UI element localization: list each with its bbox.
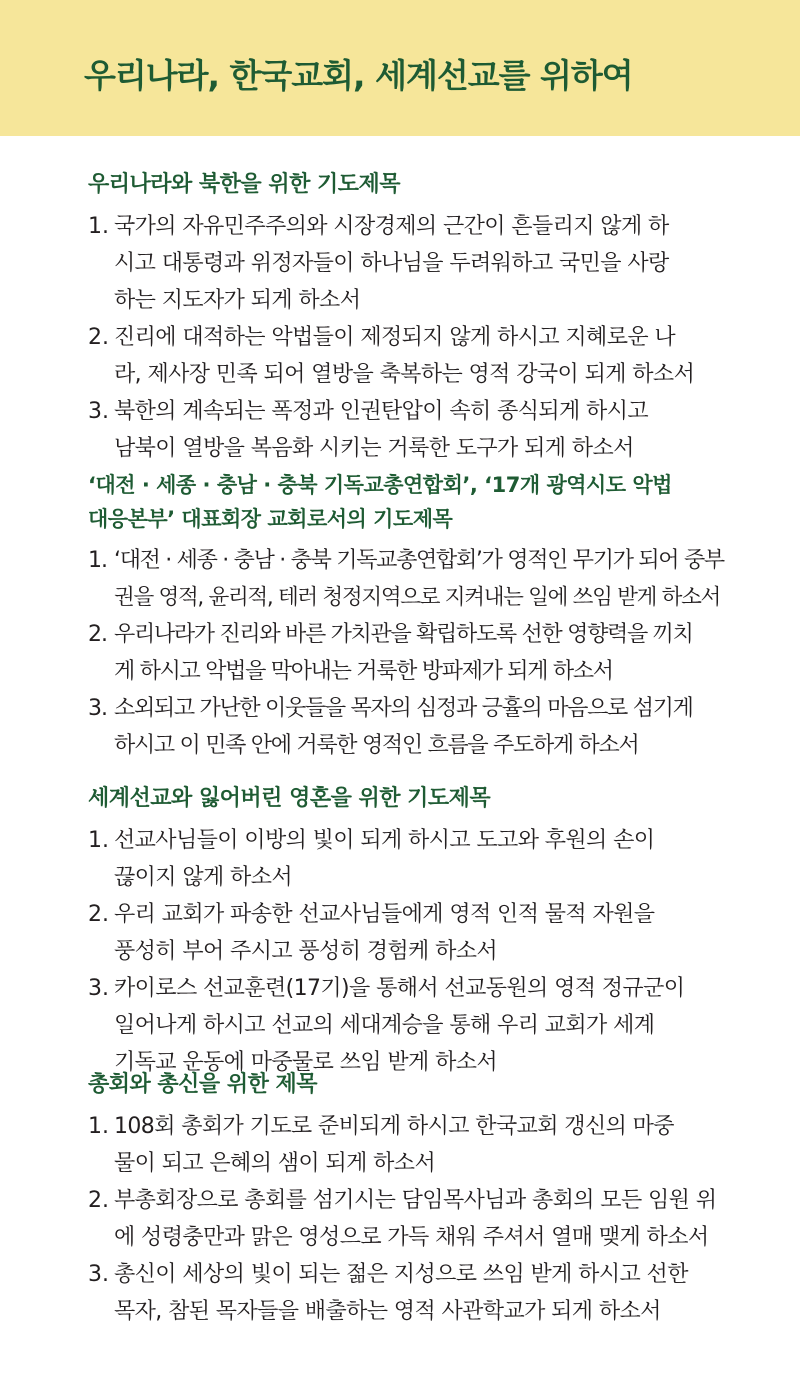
prayer-item: 3. 소외되고 가난한 이웃들을 목자의 심정과 긍휼의 마음으로 섬기게 하시고 이 민족 안에 거룩한 영적인 흐름을 주도하게 하소서 bbox=[88, 690, 728, 764]
section-world-mission bbox=[88, 782, 728, 1081]
item-number: 3. bbox=[88, 976, 109, 1001]
section-title: 세계선교와 잃어버린 영혼을 위한 기도제목 bbox=[88, 786, 491, 811]
section-title: ‘대전 · 세종 · 충남 · 충북 기독교총연합회’, ‘17개 광역시도 악법 대응본부’ 대표회장 교회로서의 기도제목 bbox=[88, 473, 672, 531]
prayer-item: 2. 우리 교회가 파송한 선교사님들에게 영적 인적 물적 자원을 풍성히 부어 주시고 풍성히 경험케 하소서 bbox=[88, 896, 728, 970]
section-title: 총회와 총신을 위한 제목 bbox=[88, 1072, 317, 1097]
prayer-item: 1. 선교사님들이 이방의 빛이 되게 하시고 도고와 후원의 손이 끊이지 않게 하소서 bbox=[88, 822, 728, 896]
section-general-assembly bbox=[88, 1068, 728, 1330]
prayer-item: 3. 북한의 계속되는 폭정과 인권탄압이 속히 종식되게 하시고 남북이 열방을 복음화 시키는 거룩한 도구가 되게 하소서 bbox=[88, 393, 728, 467]
prayer-list bbox=[88, 542, 728, 764]
prayer-list bbox=[88, 208, 728, 467]
prayer-item: 2. 진리에 대적하는 악법들이 제정되지 않게 하시고 지혜로운 나 라, 제사장 민족 되어 열방을 축복하는 영적 강국이 되게 하소서 bbox=[88, 319, 728, 393]
prayer-item: 1. ‘대전 · 세종 · 충남 · 충북 기독교총연합회’가 영적인 무기가 되어 중부 권을 영적, 윤리적, 테러 청정지역으로 지켜내는 일에 쓰임 받게 하소서 bbox=[88, 542, 728, 616]
section-korea-north-korea bbox=[88, 168, 728, 467]
item-number: 2. bbox=[88, 1188, 109, 1213]
item-number: 3. bbox=[88, 1262, 109, 1287]
prayer-item: 3. 카이로스 선교훈련(17기)을 통해서 선교동원의 영적 정규군이 일어나게 하시고 선교의 세대계승을 통해 우리 교회가 세계 기독교 운동에 마중물로 쓰임 받게 하소서 bbox=[88, 970, 728, 1081]
item-number: 2. bbox=[88, 325, 109, 350]
page-title: 우리나라, 한국교회, 세계선교를 위하여 bbox=[84, 56, 633, 95]
item-number: 3. bbox=[88, 399, 109, 424]
item-number: 1. bbox=[88, 1114, 109, 1139]
prayer-item: 2. 우리나라가 진리와 바른 가치관을 확립하도록 선한 영향력을 끼치 게 하시고 악법을 막아내는 거룩한 방파제가 되게 하소서 bbox=[88, 616, 728, 690]
prayer-item: 2. 부총회장으로 총회를 섬기시는 담임목사님과 총회의 모든 임원 위 에 성령충만과 맑은 영성으로 가득 채워 주셔서 열매 맺게 하소서 bbox=[88, 1182, 728, 1256]
item-number: 1. bbox=[88, 828, 109, 853]
item-number: 1. bbox=[88, 214, 109, 239]
header-banner bbox=[0, 0, 800, 136]
prayer-item: 1. 국가의 자유민주주의와 시장경제의 근간이 흔들리지 않게 하 시고 대통령과 위정자들이 하나님을 두려워하고 국민을 사랑 하는 지도자가 되게 하소서 bbox=[88, 208, 728, 319]
item-number: 1. bbox=[88, 548, 107, 573]
item-number: 2. bbox=[88, 622, 107, 647]
section-title: 우리나라와 북한을 위한 기도제목 bbox=[88, 172, 401, 197]
prayer-list bbox=[88, 1108, 728, 1330]
item-number: 3. bbox=[88, 696, 107, 721]
prayer-list bbox=[88, 822, 728, 1081]
item-number: 2. bbox=[88, 902, 109, 927]
prayer-item: 1. 108회 총회가 기도로 준비되게 하시고 한국교회 갱신의 마중 물이 되고 은혜의 샘이 되게 하소서 bbox=[88, 1108, 728, 1182]
prayer-item: 3. 총신이 세상의 빛이 되는 젊은 지성으로 쓰임 받게 하시고 선한 목자, 참된 목자들을 배출하는 영적 사관학교가 되게 하소서 bbox=[88, 1256, 728, 1330]
section-daejeon-association bbox=[88, 468, 728, 764]
